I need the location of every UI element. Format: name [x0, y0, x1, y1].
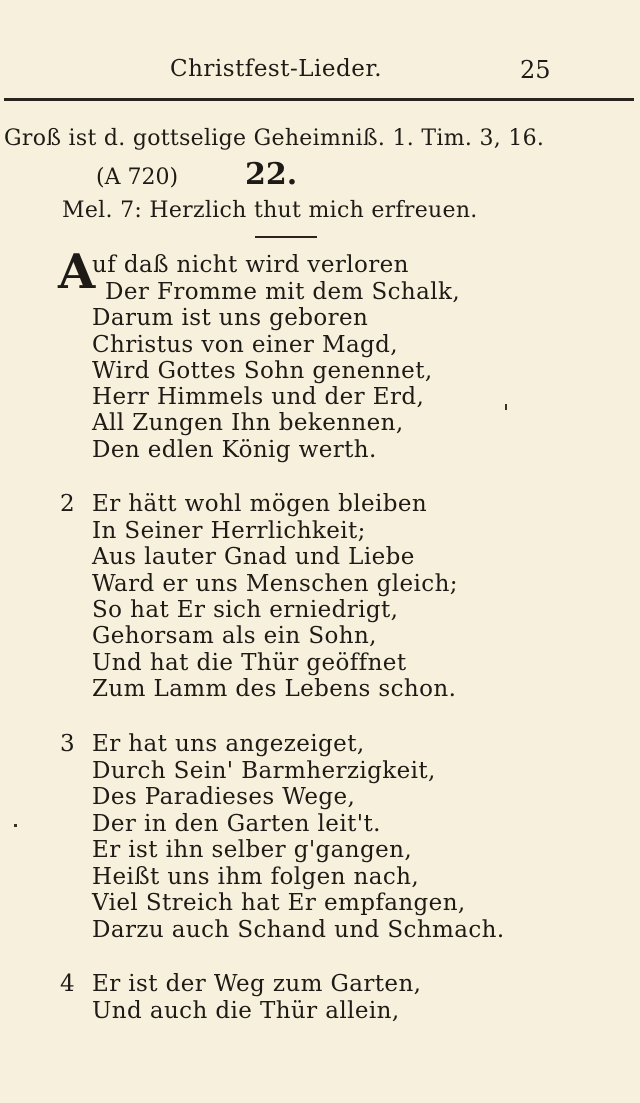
stanza-1-line-8: Den edlen König werth.	[92, 437, 377, 463]
stanza-2-line-6: Gehorsam als ein Sohn,	[92, 623, 377, 649]
stanza-1-line-5: Wird Gottes Sohn genennet,	[92, 358, 433, 384]
melody-line: Mel. 7: Herzlich thut mich erfreuen.	[62, 198, 478, 223]
stanza-2-line-5: So hat Er sich erniedrigt,	[92, 597, 399, 623]
drop-cap: A	[58, 244, 96, 300]
stanza-1-line-3: Darum ist uns geboren	[92, 305, 369, 331]
stanza-4-line-2: Und auch die Thür allein,	[92, 998, 400, 1024]
stanza-4-line-1: Er ist der Weg zum Garten,	[92, 971, 422, 997]
stanza-2-line-3: Aus lauter Gnad und Liebe	[92, 544, 415, 570]
running-head	[0, 56, 640, 90]
stanza-3-line-6: Heißt uns ihm folgen nach,	[92, 864, 420, 890]
stanza-3-line-2: Durch Sein' Barmherzigkeit,	[92, 758, 436, 784]
stanza-2-line-4: Ward er uns Menschen gleich;	[92, 571, 458, 597]
header-rule	[4, 98, 634, 101]
page-number: 25	[520, 56, 551, 84]
print-speck	[505, 404, 507, 410]
stanza-1-line-2: Der Fromme mit dem Schalk,	[105, 279, 461, 305]
stanza-3-line-8: Darzu auch Schand und Schmach.	[92, 917, 505, 943]
stanza-2-line-8: Zum Lamm des Lebens schon.	[92, 676, 457, 702]
hymn-topic: Groß ist d. gottselige Geheimniß. 1. Tim. 3, 16.	[4, 126, 545, 151]
stanza-3-line-5: Er ist ihn selber g'gangen,	[92, 837, 413, 863]
print-speck	[14, 824, 17, 827]
stanza-4-number: 4	[60, 971, 75, 997]
stanza-1-line-4: Christus von einer Magd,	[92, 332, 399, 358]
stanza-3-line-1: Er hat uns angezeiget,	[92, 731, 365, 757]
stanza-2-line-7: Und hat die Thür geöffnet	[92, 650, 407, 676]
stanza-1-line-1: uf daß nicht wird verloren	[92, 252, 409, 278]
tune-reference: (A 720)	[96, 165, 179, 190]
stanza-3-number: 3	[60, 731, 75, 757]
stanza-3-line-3: Des Paradieses Wege,	[92, 784, 356, 810]
stanza-3-line-7: Viel Streich hat Er empfangen,	[92, 890, 466, 916]
stanza-1-line-7: All Zungen Ihn bekennen,	[92, 410, 404, 436]
hymn-number: 22.	[245, 157, 298, 192]
ornamental-rule	[255, 236, 317, 238]
stanza-2-number: 2	[60, 491, 75, 517]
stanza-2-line-2: In Seiner Herrlichkeit;	[92, 518, 366, 544]
stanza-3-line-4: Der in den Garten leit't.	[92, 811, 381, 837]
stanza-1-line-6: Herr Himmels und der Erd,	[92, 384, 425, 410]
running-title: Christfest-Lieder.	[170, 56, 383, 82]
stanza-2-line-1: Er hätt wohl mögen bleiben	[92, 491, 428, 517]
